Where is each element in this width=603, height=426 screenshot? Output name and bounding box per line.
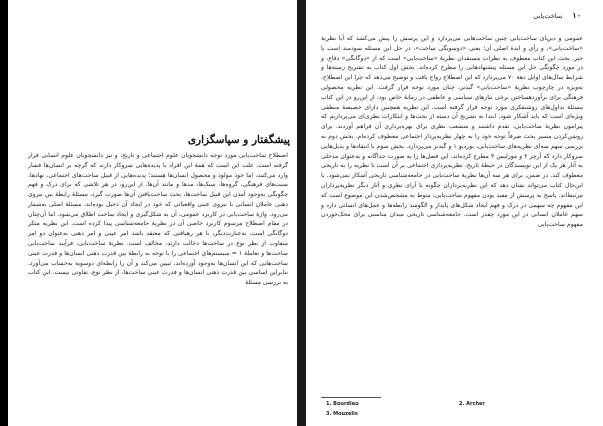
footnote-1	[326, 401, 359, 407]
book-spine	[297, 0, 306, 426]
right-page	[306, 0, 603, 426]
footnote-marker: 1.	[326, 401, 332, 407]
footnote-2	[459, 401, 485, 407]
footnote-marker: 3.	[326, 411, 332, 417]
footnote-3	[326, 411, 358, 417]
footnote-divider	[321, 397, 381, 398]
footnote-marker: 2.	[459, 401, 465, 407]
footnote-name: Archer	[466, 401, 485, 407]
page-number: ۱۰	[572, 10, 581, 20]
footnote-name: Bourdieu	[333, 401, 359, 407]
footnote-name: Mouzelis	[333, 411, 358, 417]
right-page-body: عمومی و دیرپای ساخت‌یابی چنین ساخت‌هایی می‌پردازد و این پرسش را پیش می‌کشد که آیا نظریهٔ «ساخت‌یابی»، و رأی و ایدهٔ اصلی آن؛ یعنی «دوسویگی ساخت»، در حل این مسئله سودمند است یا خیر. بحث این کتاب معطوف به نظرات مستقدان نظریهٔ «ساخت‌یابی» است که از «دوگانگی» دفاع، و در مورد چگونگی حل این مسئله پیشنهادهایی را مطرح کرده‌اند. بخش اول کتاب به تشریح زمینه‌ها و شرایط سال‌های اوایل دههٔ ۷۰ می‌پردازد که این اصطلاح رواج یافت و توضیح می‌دهد که چرا این اصطلاح، به‌ویژه در چارچوب نظریهٔ «ساخت‌یابی» گیدنز، چنان مورد توجه قرار گرفت. این نظریه محصولی فرهنگی برای برآوردهساختن برخی نیازهای سیاسی و عاطفی در زمانهٔ خاص بود، از این‌رو در این کتاب مسئلهٔ تداول‌های روشنفکری مورد توجه قرار گرفته است. این نظریه همچنین دارای خصیصهٔ منطقی ویژه‌ای است که باید آشکار شود. ابتدا به تشریح آن دسته از بحث‌ها و ابتکارات نظری‌ای می‌پردازیم که پیرامون نظریهٔ ساخت‌یابی، تقدم داشتند و منشعب نظری برای بهره‌برداری آن فراهم آوردند. برای روشن‌کردن مسیر بحث صرفاً توجه خود را به چهار نظریه‌پرداز اجتماعی معطوف کرده‌ام. بخش دوم به بررسی سهم سه‌ای نظریه‌های ساخت‌یابی، بوردیو ۱ و گیدنز می‌پردازد. بخش سوم با انتقادها و بدیل‌هایی سروکار دارد که آرچر ۲ و موزلیس ۳ مطرح کرده‌اند. این فصل‌ها را به صورت جداگانه و به‌عنوان مدخلی به آثار هر یک از این نویسندگان در حیطهٔ تاریخ، نظریه‌پردازی اجتماعی بر آن است تا نظریه را به تاریخی معطوف کند. در ضمن، برای هر سه آن‌ها نظریهٔ ساخت‌یابی در جامعه‌شناسی تاریخی آشکار نمی‌شود. با این‌حال کتاب می‌تواند نشان دهد که این نظریه‌پردازان چگونه با آرای نظری و آثار دیگر نظریه‌پردازان مرتبط‌اند. پاسخ به پرسش از مفید بودن مفهوم ساخت‌یابی، منوط به مشخص‌شدن این موضوع است که این مفهوم چه سهمی در درک و فهم ایجاد شکل‌های پایدار و الگومند رابطه‌ها و عمل‌های انسانی دارد و سهم عاملان انسانی در این مورد چقدر است. جامعه‌شناسی تاریخی میدان مناسبی برای محک‌خوردن مفهوم ساخت‌یابی	[321, 35, 584, 229]
running-head-title: ساخت‌یابی	[533, 12, 563, 20]
left-page	[8, 0, 297, 426]
left-page-body: اصطلاح ساخت‌یابی مورد توجه دانشجویان علوم اجتماعی و تاریخ، و نیز دانشجویان علوم انسانی قرار گرفته است. علت این است که همهٔ این افراد با پدیده‌هایی سروکار دارند که گرچه بر انسان‌ها فشار وارد می‌کنند، اما خود مولود و محصول انسان‌ها هستند؛ پدیده‌هایی از قبیل ساخت‌های اجتماعی، نهادها، سنت‌های فرهنگی، گروه‌ها، سبک‌ها، مدها و مانند آن‌ها. از این‌رو، در هر تلاشی که برای درک و فهم چگونگی به‌وجود آمدن این قبیل ساخت‌ها، بحث ساخت‌یافتن آن‌ها صورت گیرد، مسئلهٔ رابطهٔ بین نیروی ذهنی عاملان انسانی با نیروی عینی واقعیاتی که خود در ایجاد آن دخیل بوده‌اند، مسئلهٔ اصلی به‌شمار می‌رود. واژهٔ ساخت‌یابی در کاربرد عمومی، آن به شکل‌گیری و ایجاد ساخت اطلاق می‌شود. اما آن‌چنان در مقام اصطلاح مرسوم کاربرد خاصی آن در نظریهٔ جامعه‌شناسی پیدا کرده است. این نظریه منکر دوگانگی است، به‌عبارت‌دیگر، با هر رهیافتی که معتقد باشد امر عینی و امر ذهنی به‌عنوان دو امر متفاوت از نظر نوع در ساخت‌ها دخالت دارند، مخالف است. نظریهٔ ساخت‌یابی، فرآیند ساخت‌یابی ساخت‌ها و تعاملهٔ ۱ = سیستم‌های اجتماعی را با توجه به رابطهٔ بین قدرت ذهنی انسان‌ها و قدرت عینی ساخت‌هایی که این انسان‌ها به‌وجود آورده‌اند، تبیین می‌کند و آن را رابطه‌ای دوسویه به‌حساب می‌آورد. بنابراین اساسی بین قدرت ذهنی انسان‌ها و قدرت عینی ساخت‌ها، از نظر نوع، تفاوتی نیست. این کتاب به بررسی مسئلهٔ	[28, 152, 288, 287]
running-head	[321, 10, 581, 20]
chapter-title: پیشگفتار و سپاسگزاری	[187, 134, 290, 146]
